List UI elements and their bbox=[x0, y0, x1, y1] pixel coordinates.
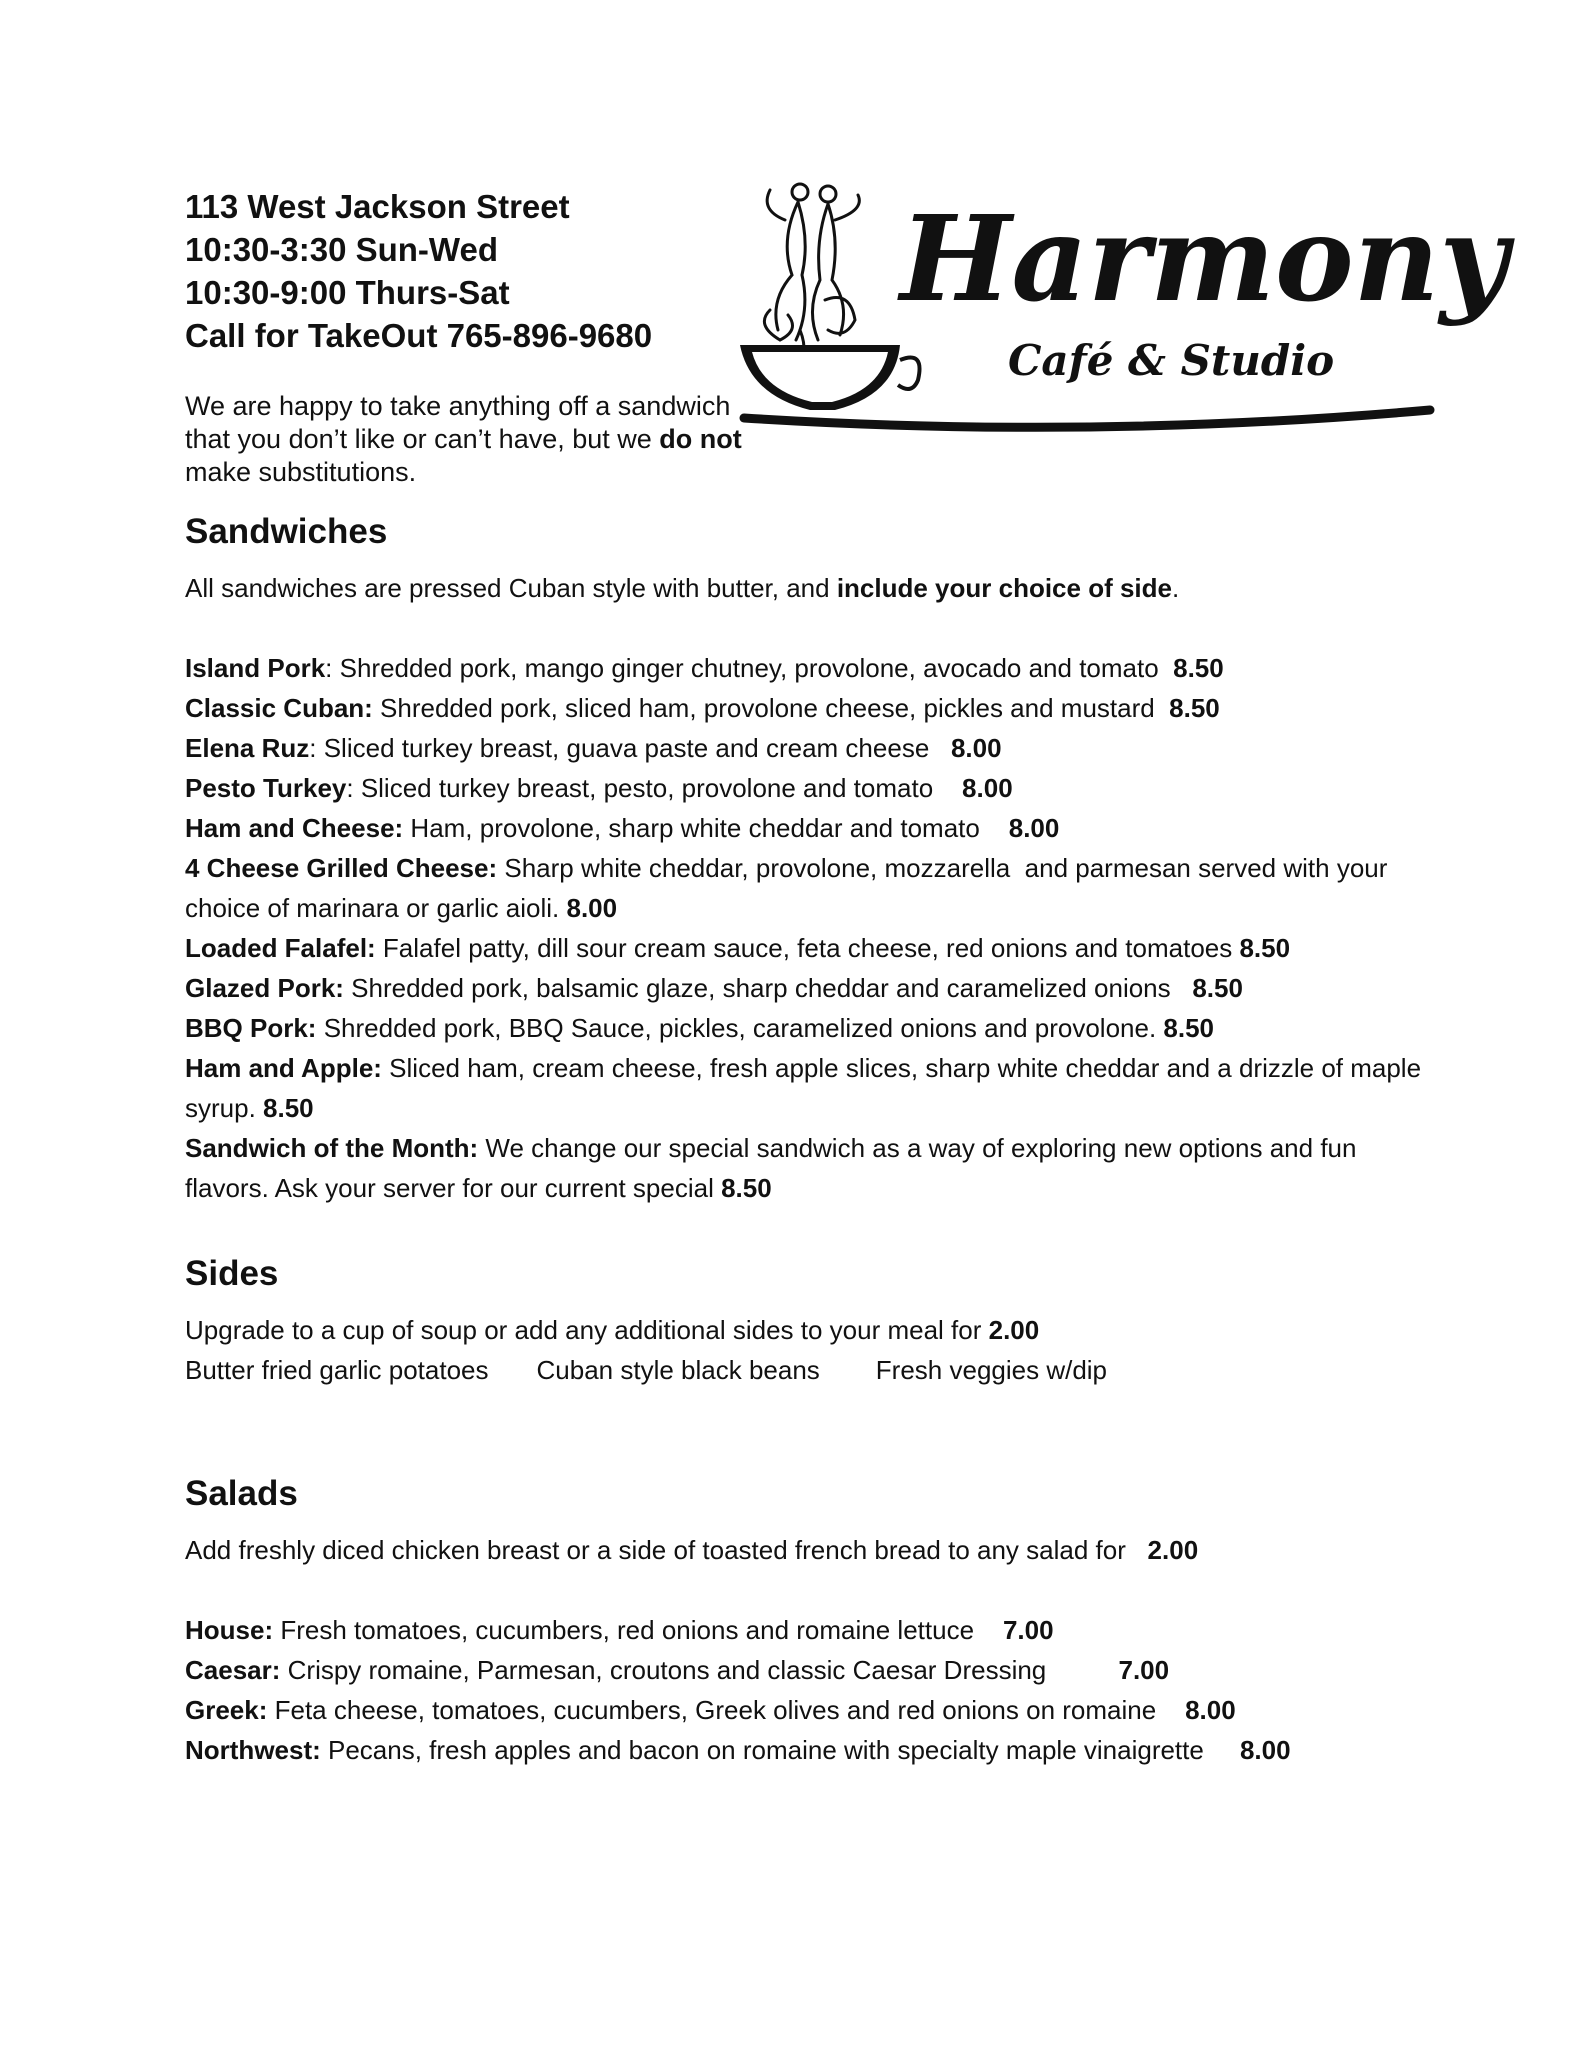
menu-item bbox=[185, 808, 1445, 848]
menu-item-name: Loaded Falafel: bbox=[185, 933, 376, 963]
salads-lead bbox=[185, 1530, 1445, 1570]
sandwiches-section bbox=[185, 510, 1445, 1208]
menu-item-price: 8.50 bbox=[1163, 1013, 1215, 1043]
menu-item-price: 7.00 bbox=[1002, 1615, 1054, 1645]
menu-item bbox=[185, 1690, 1445, 1730]
sandwiches-lead bbox=[185, 568, 1445, 608]
menu-item bbox=[185, 1048, 1445, 1128]
menu-item-price: 8.00 bbox=[962, 773, 1013, 803]
menu-item-name: Ham and Apple: bbox=[185, 1053, 382, 1083]
takeout-phone: Call for TakeOut 765-896-9680 bbox=[185, 317, 653, 354]
menu-item-name: Elena Ruz bbox=[185, 733, 310, 763]
note-text-end: make substitutions. bbox=[185, 457, 417, 487]
sandwiches-heading: Sandwiches bbox=[185, 512, 388, 551]
menu-page bbox=[185, 180, 1509, 1770]
menu-item-price: 8.50 bbox=[1173, 653, 1224, 683]
menu-item-price: 8.00 bbox=[1008, 813, 1060, 843]
menu-item bbox=[185, 1650, 1445, 1690]
menu-item-price: 8.50 bbox=[263, 1093, 314, 1123]
menu-item-name: House: bbox=[185, 1615, 274, 1645]
lead-emphasis: include your choice of side bbox=[836, 573, 1172, 603]
substitution-note bbox=[185, 390, 745, 489]
menu-item-description: Feta cheese, tomatoes, cucumbers, Greek olives and red onions on romaine bbox=[267, 1695, 1186, 1725]
header bbox=[185, 180, 1509, 510]
menu-item-name: Sandwich of the Month: bbox=[185, 1133, 479, 1163]
salads-section bbox=[185, 1472, 1445, 1770]
dancers-icon bbox=[764, 184, 859, 370]
address: 113 West Jackson Street bbox=[185, 188, 570, 225]
menu-item-description: Falafel patty, dill sour cream sauce, feta cheese, red onions and tomatoes bbox=[375, 933, 1240, 963]
menu-item-price: 8.50 bbox=[721, 1173, 772, 1203]
harmony-logo bbox=[740, 180, 1509, 450]
menu-item-description: Sliced turkey breast, guava paste and cream cheese bbox=[316, 733, 951, 763]
menu-item-description: Sharp white cheddar, provolone, mozzarella and parmesan served with your choice of marinara or garlic aioli. bbox=[185, 853, 1395, 923]
menu-item-description: Sliced ham, cream cheese, fresh apple slices, sharp white cheddar and a drizzle of maple syrup. bbox=[185, 1053, 1429, 1123]
sides-options bbox=[185, 1350, 1445, 1390]
sides-lead-price: 2.00 bbox=[988, 1315, 1040, 1345]
salads-lead-text: Add freshly diced chicken breast or a side of toasted french bread to any salad for bbox=[185, 1535, 1148, 1565]
lead-text: All sandwiches are pressed Cuban style with butter, and bbox=[185, 573, 837, 603]
sides-lead-text: Upgrade to a cup of soup or add any additional sides to your meal for bbox=[185, 1315, 989, 1345]
menu-item bbox=[185, 848, 1445, 928]
menu-item bbox=[185, 648, 1445, 688]
lead-end: . bbox=[1172, 573, 1180, 603]
sides-heading: Sides bbox=[185, 1254, 279, 1293]
menu-item bbox=[185, 968, 1445, 1008]
menu-item bbox=[185, 928, 1445, 968]
side-option: Butter fried garlic potatoes bbox=[185, 1355, 489, 1385]
menu-item bbox=[185, 768, 1445, 808]
menu-item-description: Shredded pork, BBQ Sauce, pickles, caramelized onions and provolone. bbox=[316, 1013, 1164, 1043]
menu-item-name: Greek: bbox=[185, 1695, 268, 1725]
sides-section bbox=[185, 1252, 1445, 1390]
menu-item bbox=[185, 688, 1445, 728]
menu-item bbox=[185, 1128, 1445, 1208]
menu-item-name: Ham and Cheese: bbox=[185, 813, 404, 843]
menu-item-description: Ham, provolone, sharp white cheddar and tomato bbox=[403, 813, 1009, 843]
menu-item-price: 8.50 bbox=[1169, 693, 1220, 723]
menu-item bbox=[185, 1610, 1445, 1650]
hours-thurs-sat: 10:30-9:00 Thurs-Sat bbox=[185, 274, 510, 311]
menu-item-price: 8.50 bbox=[1192, 973, 1243, 1003]
menu-item-separator: : bbox=[346, 773, 354, 803]
logo-wordmark: Harmony bbox=[900, 189, 1509, 328]
salads-lead-price: 2.00 bbox=[1147, 1535, 1199, 1565]
hours-sun-wed: 10:30-3:30 Sun-Wed bbox=[185, 231, 498, 268]
sandwich-list bbox=[185, 648, 1445, 1208]
salad-list bbox=[185, 1610, 1445, 1770]
note-text: We are happy to take anything off a sandwich that you don’t like or can’t have, but we bbox=[185, 391, 731, 454]
menu-item-price: 8.00 bbox=[950, 733, 1002, 763]
side-option: Fresh veggies w/dip bbox=[875, 1355, 1108, 1385]
menu-item-name: Pesto Turkey bbox=[185, 773, 347, 803]
menu-item-name: Glazed Pork: bbox=[185, 973, 344, 1003]
menu-item-name: Caesar: bbox=[185, 1655, 281, 1685]
note-emphasis: do not bbox=[659, 424, 742, 454]
menu-item-separator: : bbox=[309, 733, 317, 763]
menu-item-price: 8.50 bbox=[1239, 933, 1291, 963]
contact-block bbox=[185, 185, 652, 357]
sides-lead bbox=[185, 1310, 1445, 1350]
menu-item-separator: : bbox=[325, 653, 333, 683]
menu-item-description: Shredded pork, balsamic glaze, sharp cheddar and caramelized onions bbox=[343, 973, 1193, 1003]
menu-item bbox=[185, 1730, 1445, 1770]
menu-item bbox=[185, 1008, 1445, 1048]
menu-item-name: BBQ Pork: bbox=[185, 1013, 317, 1043]
salads-heading: Salads bbox=[185, 1474, 298, 1513]
menu-item-name: Classic Cuban: bbox=[185, 693, 373, 723]
side-option: Cuban style black beans bbox=[536, 1355, 820, 1385]
menu-item-name: Northwest: bbox=[185, 1735, 321, 1765]
logo-subtitle: Café & Studio bbox=[1008, 336, 1335, 385]
menu-item-description: Shredded pork, mango ginger chutney, provolone, avocado and tomato bbox=[332, 653, 1174, 683]
menu-item-price: 8.00 bbox=[1185, 1695, 1236, 1725]
menu-item-description: We change our special sandwich as a way of exploring new options and fun flavors. Ask your server for our current special bbox=[185, 1133, 1364, 1203]
menu-item-price: 8.00 bbox=[566, 893, 618, 923]
menu-item-name: 4 Cheese Grilled Cheese: bbox=[185, 853, 498, 883]
menu-item-price: 7.00 bbox=[1118, 1655, 1170, 1685]
menu-item-description: Fresh tomatoes, cucumbers, red onions and romaine lettuce bbox=[273, 1615, 1003, 1645]
menu-item-description: Pecans, fresh apples and bacon on romaine with specialty maple vinaigrette bbox=[320, 1735, 1240, 1765]
menu-item-description: Shredded pork, sliced ham, provolone cheese, pickles and mustard bbox=[372, 693, 1170, 723]
menu-item-name: Island Pork bbox=[185, 653, 326, 683]
menu-item bbox=[185, 728, 1445, 768]
menu-item-price: 8.00 bbox=[1239, 1735, 1291, 1765]
menu-item-description: Crispy romaine, Parmesan, croutons and classic Caesar Dressing bbox=[280, 1655, 1119, 1685]
menu-item-description: Sliced turkey breast, pesto, provolone and tomato bbox=[353, 773, 963, 803]
